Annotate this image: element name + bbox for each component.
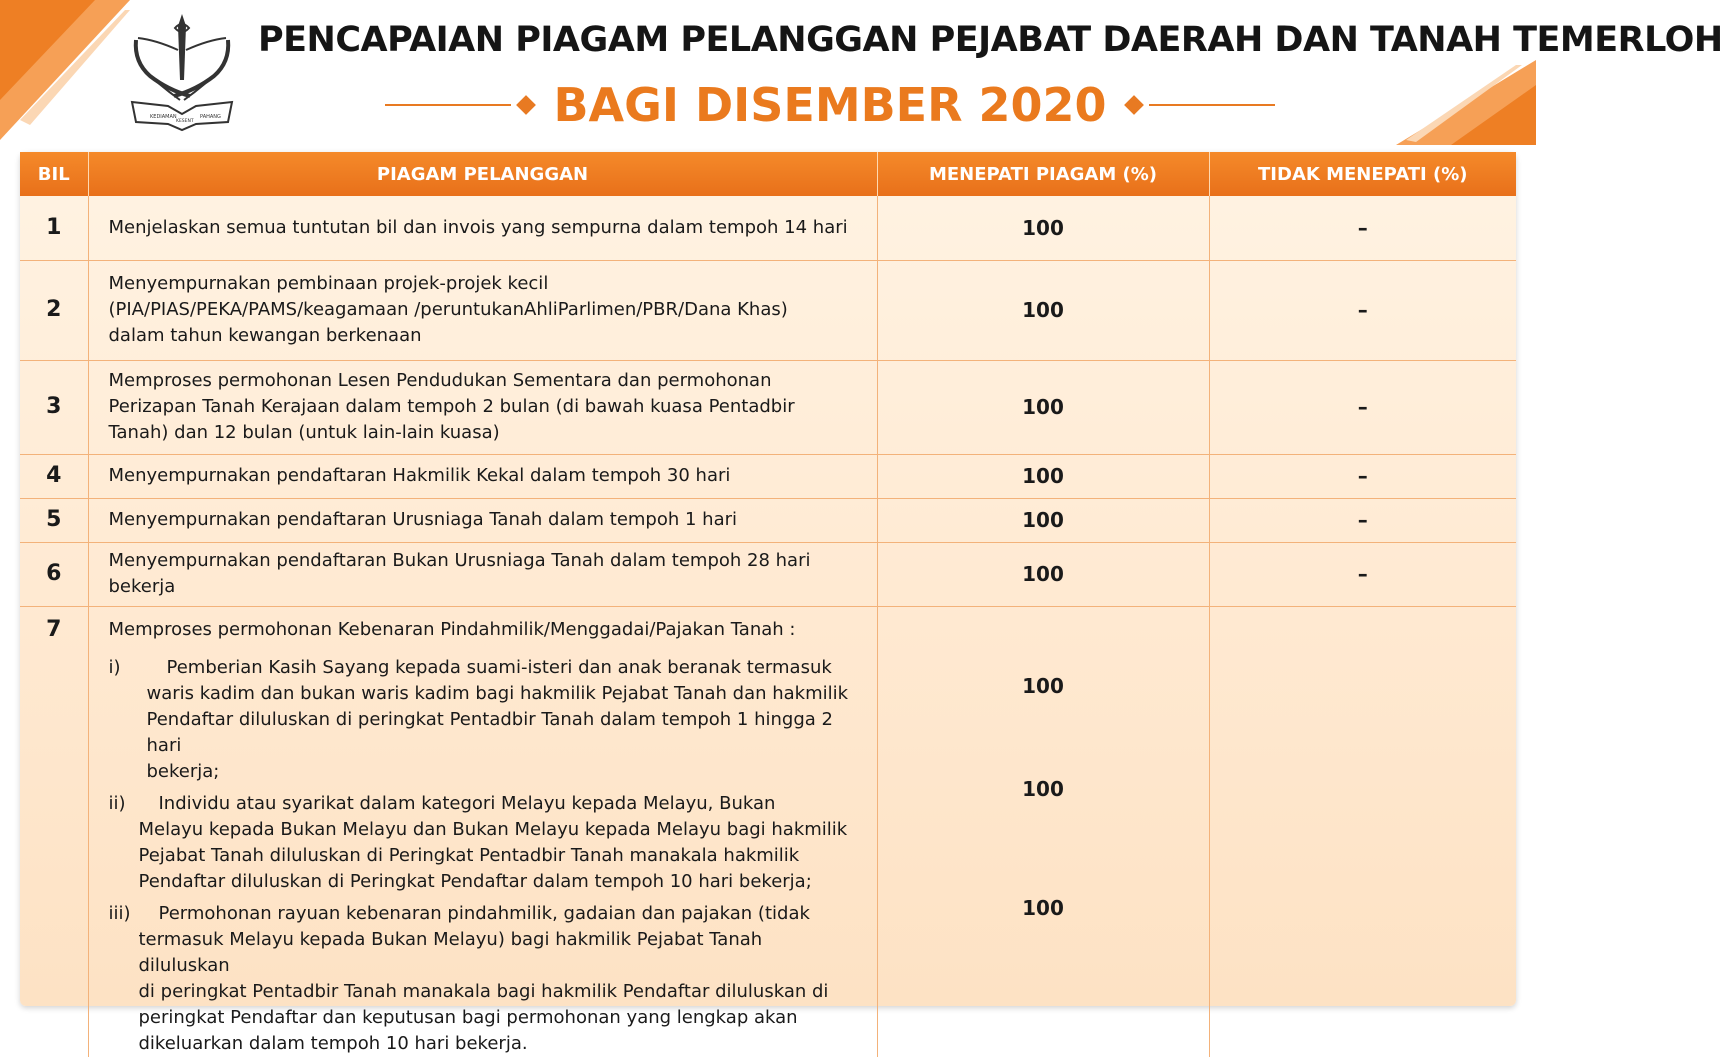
row-description: [88, 606, 877, 1057]
sub-item-ii: [109, 791, 859, 895]
sub-item-line: Individu atau syarikat dalam kategori Melayu kepada Melayu, Bukan: [158, 792, 776, 814]
description-line: bekerja: [108, 576, 176, 597]
diamond-right: [1124, 95, 1144, 115]
row-number: 6: [20, 542, 88, 606]
subtitle-line-left: [385, 104, 511, 106]
row-description: Menjelaskan semua tuntutan bil dan invois yang sempurna dalam tempoh 14 hari: [88, 196, 877, 260]
sub-item-number: ii): [108, 792, 126, 814]
menepati-value: 100: [877, 360, 1209, 454]
menepati-value: 100: [877, 498, 1209, 542]
description-line: Perizapan Tanah Kerajaan dalam tempoh 2 bulan (di bawah kuasa Pentadbir: [108, 396, 795, 417]
sub-item-line: bekerja;: [146, 760, 220, 782]
menepati-value-iii: 100: [1022, 895, 1064, 920]
table-row: [20, 498, 1516, 542]
row-number: 4: [20, 454, 88, 498]
row-description: Menyempurnakan pendaftaran Urusniaga Tanah dalam tempoh 1 hari: [88, 498, 877, 542]
table-header-row: [20, 152, 1516, 196]
tidak-menepati-value: –: [1209, 360, 1516, 454]
column-header-piagam: PIAGAM PELANGGAN: [88, 152, 877, 196]
tidak-menepati-value: –: [1209, 498, 1516, 542]
sub-item-line: termasuk Melayu kepada Bukan Melayu) bagi hakmilik Pejabat Tanah diluluskan: [138, 928, 763, 976]
table-row: [20, 260, 1516, 360]
menepati-value-ii: 100: [1022, 776, 1064, 801]
subtitle-row: [385, 78, 1275, 132]
menepati-value-i: 100: [1022, 673, 1064, 698]
column-header-tidak-menepati: TIDAK MENEPATI (%): [1209, 152, 1516, 196]
sub-item-line: Pemberian Kasih Sayang kepada suami-isteri dan anak beranak termasuk: [166, 656, 832, 678]
tidak-menepati-value: –: [1209, 454, 1516, 498]
sub-item-line: Pendaftar diluluskan di Peringkat Pendaftar dalam tempoh 10 hari bekerja;: [138, 870, 812, 892]
crest-banner-left-text: KEDIAMAN: [150, 114, 177, 120]
sub-item-line: Melayu kepada Bukan Melayu dan Bukan Melayu kepada Melayu bagi hakmilik: [138, 818, 848, 840]
table-row: [20, 454, 1516, 498]
table-row: [20, 196, 1516, 260]
subtitle-line-right: [1149, 104, 1275, 106]
description-line: Menyempurnakan pembinaan projek-projek kecil: [108, 273, 549, 294]
sub-item-line: Pendaftar diluluskan di peringkat Pentadbir Tanah dalam tempoh 1 hingga 2 hari: [146, 708, 833, 756]
sub-item-line: peringkat Pendaftar dan keputusan bagi permohonan yang lengkap akan: [138, 1006, 798, 1028]
sub-item-number: iii): [108, 902, 131, 924]
page-subtitle: BAGI DISEMBER 2020: [553, 78, 1107, 132]
menepati-value: 100: [877, 196, 1209, 260]
tidak-menepati-value: –: [1209, 542, 1516, 606]
row-description: [88, 260, 877, 360]
row-intro-text: Memproses permohonan Kebenaran Pindahmilik/Menggadai/Pajakan Tanah :: [108, 618, 796, 640]
corner-decoration-bottom-right: [1396, 60, 1536, 145]
tidak-menepati-value: –: [1209, 260, 1516, 360]
tidak-menepati-value: –: [1209, 196, 1516, 260]
row-number: 2: [20, 260, 88, 360]
row-number: 5: [20, 498, 88, 542]
crest-banner-right-text: PAHANG: [200, 114, 221, 120]
description-line: dalam tahun kewangan berkenaan: [108, 325, 422, 346]
row-description: [88, 542, 877, 606]
sub-item-line: dikeluarkan dalam tempoh 10 hari bekerja.: [138, 1032, 528, 1054]
tidak-menepati-empty: [1209, 606, 1516, 1057]
description-line: Memproses permohonan Lesen Pendudukan Sementara dan permohonan: [108, 370, 772, 391]
description-line: Menyempurnakan pendaftaran Bukan Urusniaga Tanah dalam tempoh 28 hari: [108, 550, 811, 571]
row-number: 1: [20, 196, 88, 260]
row-number: 3: [20, 360, 88, 454]
sub-item-line: Pejabat Tanah diluluskan di Peringkat Pentadbir Tanah manakala hakmilik: [138, 844, 800, 866]
sub-item-number: i): [108, 656, 121, 678]
row-number: 7: [20, 606, 88, 1057]
description-line: Tanah) dan 12 bulan (untuk lain-lain kuasa): [108, 422, 500, 443]
crest-banner-mid-text: KESENT: [176, 119, 194, 124]
page-title: PENCAPAIAN PIAGAM PELANGGAN PEJABAT DAERAH DAN TANAH TEMERLOH: [258, 20, 1723, 60]
table-row: [20, 542, 1516, 606]
menepati-values-group: [877, 606, 1209, 1057]
pahang-crest-logo: [128, 10, 236, 132]
menepati-value: 100: [877, 542, 1209, 606]
row-description: [88, 360, 877, 454]
description-line: (PIA/PIAS/PEKA/PAMS/keagamaan /peruntukanAhliParlimen/PBR/Dana Khas): [108, 299, 788, 320]
row-description: Menyempurnakan pendaftaran Hakmilik Kekal dalam tempoh 30 hari: [88, 454, 877, 498]
charter-table-container: [20, 152, 1516, 1054]
corner-decoration-top-left: [0, 0, 130, 140]
column-header-bil: BIL: [20, 152, 88, 196]
column-header-menepati: MENEPATI PIAGAM (%): [877, 152, 1209, 196]
menepati-value: 100: [877, 260, 1209, 360]
diamond-left: [517, 95, 537, 115]
charter-table: [20, 152, 1516, 1057]
table-row: [20, 606, 1516, 1057]
sub-item-iii: [109, 901, 859, 1057]
sub-item-line: di peringkat Pentadbir Tanah manakala bagi hakmilik Pendaftar diluluskan di: [138, 980, 829, 1002]
sub-item-i: [109, 655, 859, 785]
menepati-value: 100: [877, 454, 1209, 498]
sub-item-line: waris kadim dan bukan waris kadim bagi hakmilik Pejabat Tanah dan hakmilik: [146, 682, 849, 704]
sub-item-line: Permohonan rayuan kebenaran pindahmilik, gadaian dan pajakan (tidak: [158, 902, 810, 924]
table-row: [20, 360, 1516, 454]
